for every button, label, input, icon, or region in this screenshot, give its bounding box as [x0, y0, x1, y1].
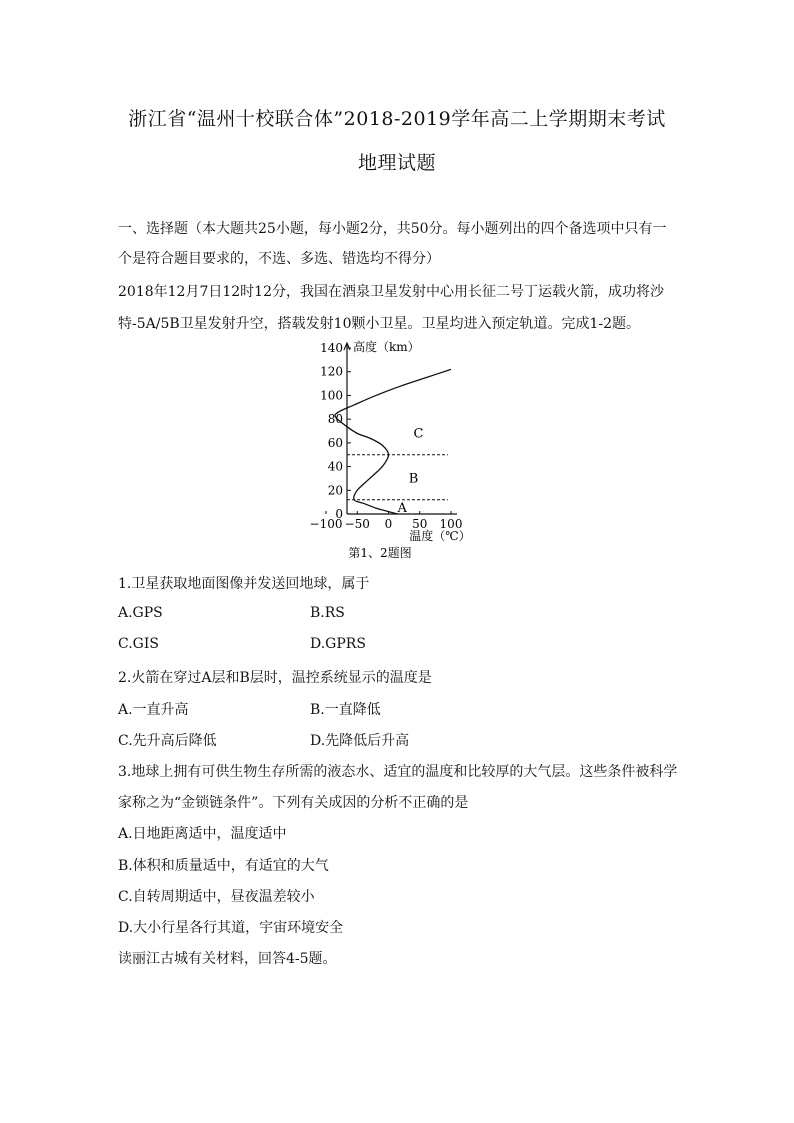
question-2-option-c: C.先升高后降低: [118, 733, 217, 749]
y-tick-label: 0: [335, 507, 343, 521]
layer-label-c: C: [413, 426, 424, 442]
question-2-stem: 2.火箭在穿过A层和B层时，温控系统显示的温度是: [118, 670, 432, 686]
figure-caption: 第1、2题图: [348, 546, 412, 560]
question-1-stem: 1.卫星获取地面图像并发送回地球，属于: [118, 576, 370, 592]
layer-labels: [397, 426, 424, 516]
question-3-option-d: D.大小行星各行其道，宇宙环境安全: [118, 920, 344, 936]
question-3-option-c: C.自转周期适中，昼夜温差较小: [118, 889, 315, 905]
section-heading-line-1: 一、选择题（本大题共25小题，每小题2分，共50分。每小题列出的四个备选项中只有一: [118, 221, 667, 237]
layer-label-b: B: [408, 471, 419, 487]
intro-line-1: 2018年12月7日12时12分，我国在酒泉卫星发射中心用长征二号丁运载火箭，成功将沙: [118, 284, 664, 300]
x-tick-label: 100: [439, 517, 463, 531]
intro-line-2: 特-5A/5B卫星发射升空，搭载发射10颗小卫星。卫星均进入预定轨道。完成1-2题。: [118, 316, 641, 332]
question-2-option-d: D.先降低后升高: [310, 733, 410, 749]
question-2-option-b: B.一直降低: [310, 702, 381, 718]
document-subtitle: 地理试题: [357, 152, 436, 174]
outro-line: 读丽江古城有关材料，回答4-5题。: [118, 951, 337, 967]
atmosphere-temperature-chart: [290, 336, 490, 564]
y-axis-label: 高度（km）: [353, 340, 420, 354]
temperature-curve: [335, 369, 451, 517]
x-tick-label: 0: [384, 517, 393, 531]
layer-label-a: A: [397, 501, 407, 517]
document-title: 浙江省“温州十校联合体”2018-2019学年高二上学期期末考试: [128, 108, 666, 130]
y-tick-label: 20: [327, 483, 343, 498]
y-tick-label: 140: [320, 341, 343, 355]
question-3-stem-line-2: 家称之为“金锁链条件”。下列有关成因的分析不正确的是: [118, 795, 469, 811]
question-1-option-d: D.GPRS: [310, 636, 366, 652]
y-tick-label: 60: [327, 435, 343, 450]
question-2-option-a: A.一直升高: [118, 702, 189, 718]
y-tick-label: 80: [327, 412, 343, 427]
question-3-option-a: A.日地距离适中，温度适中: [118, 826, 287, 842]
chart-axes: [344, 343, 457, 517]
section-heading-line-2: 个是符合题目要求的，不选、多选、错选均不得分）: [118, 251, 440, 267]
y-tick-label: 100: [320, 388, 343, 403]
x-tick-label: −100: [309, 517, 343, 531]
y-tick-label: 120: [320, 364, 343, 379]
question-3-stem-line-1: 3.地球上拥有可供生物生存所需的液态水、适宜的温度和比较厚的大气层。这些条件被科学: [118, 764, 678, 780]
question-1-option-c: C.GIS: [118, 636, 159, 652]
question-1-option-a: A.GPS: [118, 605, 163, 621]
x-axis-label: 温度（℃）: [409, 529, 471, 543]
layer-boundaries: [347, 455, 448, 500]
y-tick-label: 40: [327, 459, 343, 474]
question-1-option-b: B.RS: [310, 605, 345, 621]
x-tick-label: −50: [344, 517, 370, 531]
x-tick-label: 50: [412, 517, 428, 531]
chart-ticks: [310, 341, 463, 531]
question-3-option-b: B.体积和质量适中，有适宜的大气: [118, 858, 329, 874]
